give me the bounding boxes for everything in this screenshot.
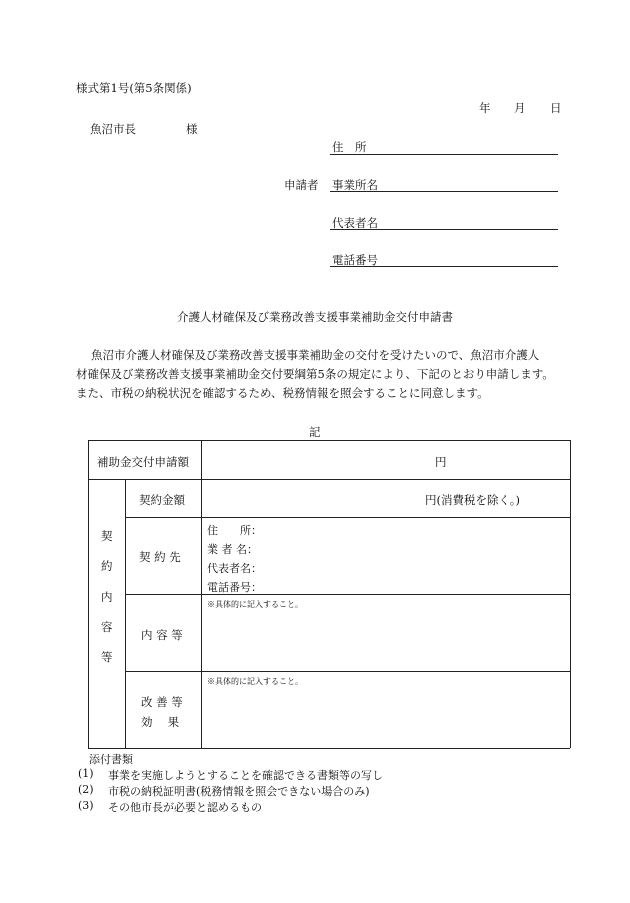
contractor-phone-field[interactable]: 電話番号： xyxy=(207,581,262,594)
addressee-honorific: 様 xyxy=(186,122,198,136)
row-separator xyxy=(125,594,570,595)
attachments-heading: 添付書類 xyxy=(89,753,133,766)
attachment-text: 事業を実施しようとすることを確認できる書類等の写し xyxy=(108,769,383,782)
attachment-text: その他市長が必要と認めるもの xyxy=(108,801,262,814)
applicant-office-label: 事業所名 xyxy=(332,178,378,192)
phone-underline xyxy=(330,266,558,267)
contractor-representative-field[interactable]: 代表者名： xyxy=(207,562,262,575)
effect-label-line2: 効 果 xyxy=(141,715,180,729)
amount-input[interactable]: 円 xyxy=(435,455,447,469)
address-underline xyxy=(330,154,558,155)
table-border-left xyxy=(88,440,89,748)
attachment-number: (1) xyxy=(78,767,94,780)
date-year-label: 年 xyxy=(479,101,491,115)
section-label-char: 等 xyxy=(101,650,113,664)
contract-amount-label: 契約金額 xyxy=(139,493,185,507)
content-note: ※具体的に記入すること。 xyxy=(207,600,303,609)
effect-label-line1: 改 善 等 xyxy=(141,695,183,709)
section-label-char: 容 xyxy=(101,620,113,634)
addressee-name: 魚沼市長 xyxy=(90,122,136,136)
contractor-company-field[interactable]: 業 者 名： xyxy=(207,543,258,556)
applicant-representative-label: 代表者名 xyxy=(332,216,378,230)
body-line-2: 材確保及び業務改善支援事業補助金交付要綱第5条の規定により、下記のとおり申請します。 xyxy=(76,367,554,381)
applicant-phone-label: 電話番号 xyxy=(332,253,378,267)
contract-amount-input[interactable]: 円(消費税を除く。) xyxy=(425,493,520,507)
effect-input-area[interactable] xyxy=(203,689,568,746)
representative-underline xyxy=(330,229,558,230)
date-day-label: 日 xyxy=(550,101,562,115)
content-input-area[interactable] xyxy=(203,612,568,669)
attachment-number: (2) xyxy=(78,783,94,796)
contractor-address-field[interactable]: 住 所： xyxy=(207,524,262,537)
row-separator xyxy=(125,517,570,518)
table-border-top xyxy=(88,440,570,441)
row-separator xyxy=(125,671,570,672)
content-label: 内 容 等 xyxy=(141,628,183,642)
section-label-char: 約 xyxy=(101,559,113,573)
ki-label: 記 xyxy=(309,425,321,439)
office-underline xyxy=(330,191,558,192)
attachment-number: (3) xyxy=(78,799,94,812)
document-title: 介護人材確保及び業務改善支援事業補助金交付申請書 xyxy=(177,310,453,324)
contractor-label: 契 約 先 xyxy=(139,550,181,564)
section-label-char: 契 xyxy=(101,529,113,543)
table-border-bottom xyxy=(88,748,570,749)
form-number: 様式第1号(第5条関係) xyxy=(76,81,192,95)
applicant-address-label: 住 所 xyxy=(332,140,367,154)
effect-note: ※具体的に記入すること。 xyxy=(207,677,303,686)
table-border-right xyxy=(570,440,571,748)
attachment-text: 市税の納税証明書(税務情報を照会できない場合のみ) xyxy=(108,785,370,798)
column-separator xyxy=(201,440,202,748)
column-separator xyxy=(125,479,126,748)
section-label-char: 内 xyxy=(101,590,113,604)
date-month-label: 月 xyxy=(514,101,526,115)
body-line-3: また、市税の納税状況を確認するため、税務情報を照会することに同意します。 xyxy=(76,386,489,400)
applicant-label: 申請者 xyxy=(284,178,319,192)
amount-label: 補助金交付申請額 xyxy=(97,455,189,469)
row-separator xyxy=(88,479,570,480)
body-line-1: 魚沼市介護人材確保及び業務改善支援事業補助金の交付を受けたいので、魚沼市介護人 xyxy=(91,348,540,362)
